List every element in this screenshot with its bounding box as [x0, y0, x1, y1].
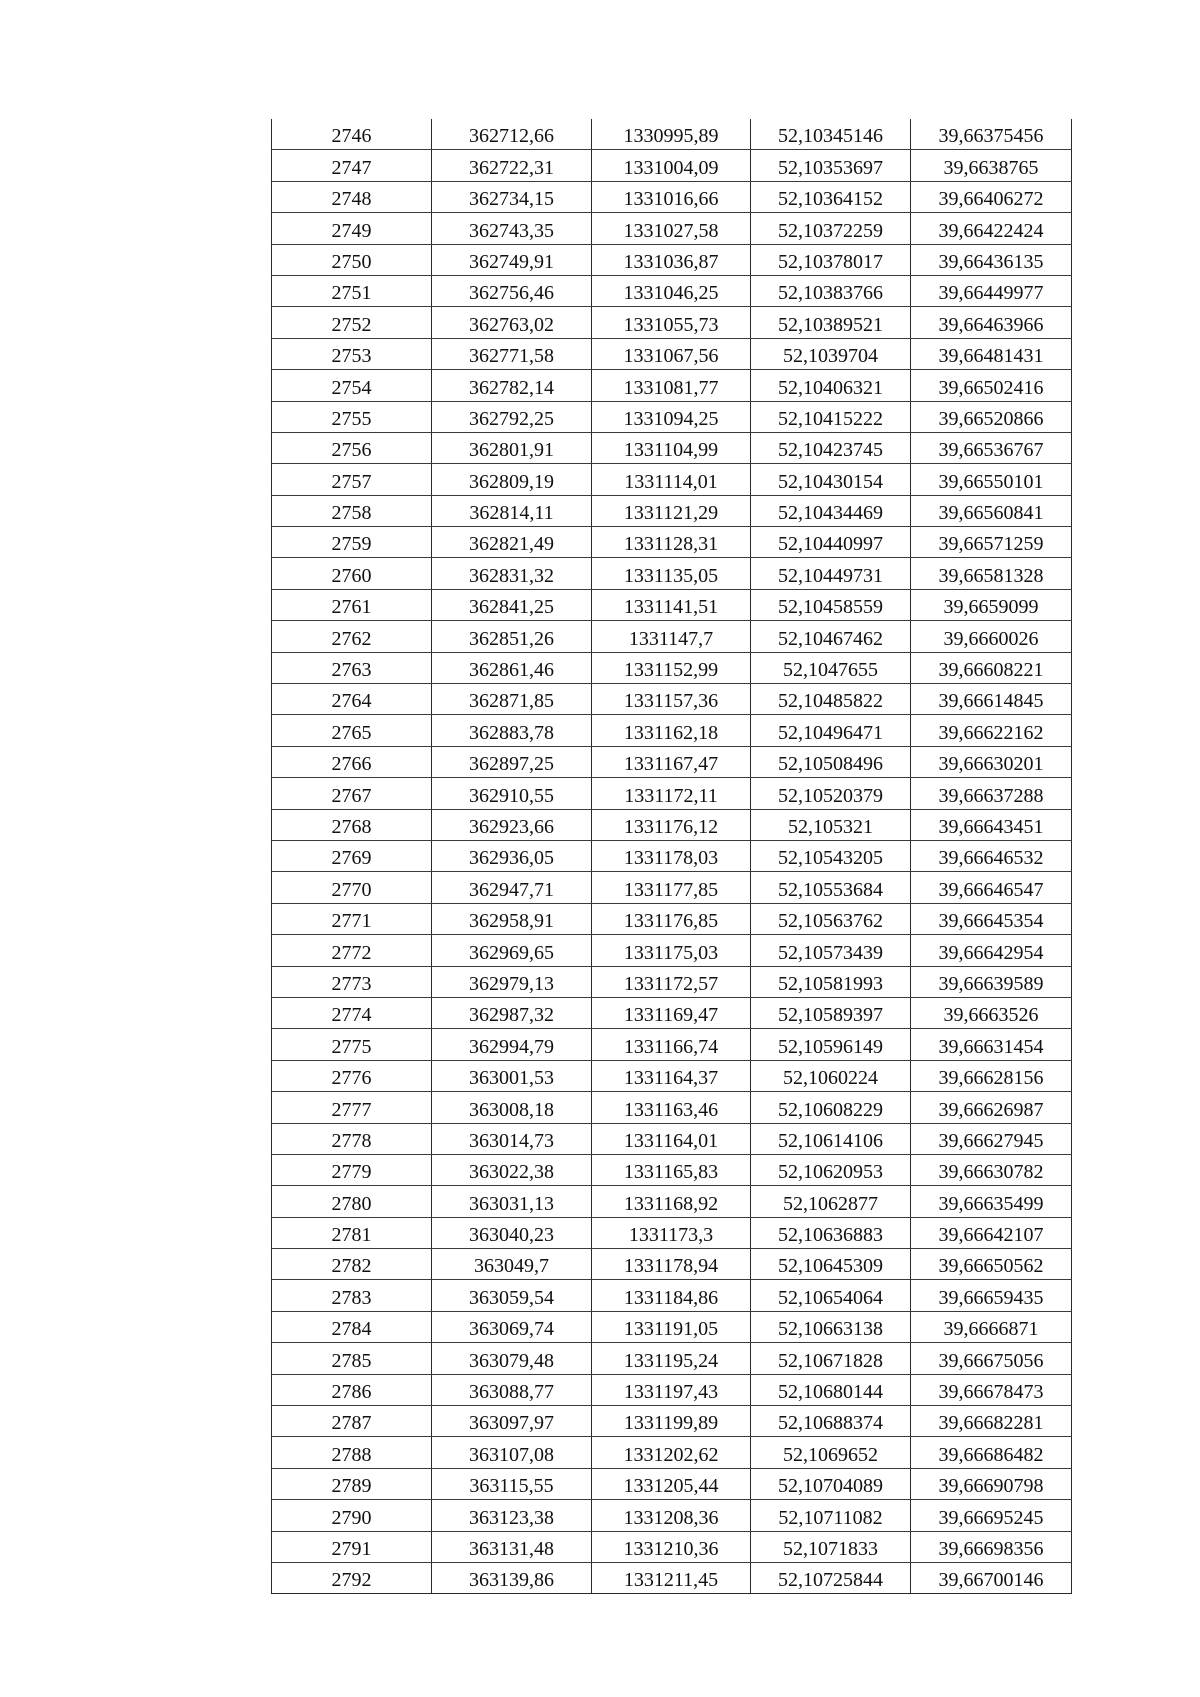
point-number-cell: 2765 [272, 715, 432, 746]
y-coordinate-cell: 1331164,37 [592, 1060, 751, 1091]
point-number-cell: 2771 [272, 903, 432, 934]
latitude-cell: 52,10725844 [751, 1562, 911, 1593]
y-coordinate-cell: 1330995,89 [592, 119, 751, 150]
x-coordinate-cell: 363131,48 [432, 1531, 592, 1562]
longitude-cell: 39,66642107 [911, 1217, 1072, 1248]
latitude-cell: 52,10520379 [751, 778, 911, 809]
x-coordinate-cell: 363022,38 [432, 1154, 592, 1185]
latitude-cell: 52,10378017 [751, 244, 911, 275]
x-coordinate-cell: 363088,77 [432, 1374, 592, 1405]
point-number-cell: 2763 [272, 652, 432, 683]
longitude-cell: 39,66406272 [911, 181, 1072, 212]
longitude-cell: 39,66643451 [911, 809, 1072, 840]
longitude-cell: 39,66614845 [911, 684, 1072, 715]
y-coordinate-cell: 1331152,99 [592, 652, 751, 683]
longitude-cell: 39,66520866 [911, 401, 1072, 432]
point-number-cell: 2780 [272, 1186, 432, 1217]
y-coordinate-cell: 1331104,99 [592, 432, 751, 463]
longitude-cell: 39,66650562 [911, 1249, 1072, 1280]
x-coordinate-cell: 363115,55 [432, 1468, 592, 1499]
latitude-cell: 52,10663138 [751, 1311, 911, 1342]
longitude-cell: 39,66646532 [911, 840, 1072, 871]
table-row [272, 1154, 1072, 1185]
point-number-cell: 2770 [272, 872, 432, 903]
point-number-cell: 2764 [272, 684, 432, 715]
longitude-cell: 39,66608221 [911, 652, 1072, 683]
table-row [272, 903, 1072, 934]
longitude-cell: 39,66700146 [911, 1562, 1072, 1593]
point-number-cell: 2787 [272, 1406, 432, 1437]
point-number-cell: 2755 [272, 401, 432, 432]
latitude-cell: 52,10440997 [751, 527, 911, 558]
x-coordinate-cell: 363097,97 [432, 1406, 592, 1437]
longitude-cell: 39,66645354 [911, 903, 1072, 934]
y-coordinate-cell: 1331166,74 [592, 1029, 751, 1060]
x-coordinate-cell: 362936,05 [432, 840, 592, 871]
latitude-cell: 52,10636883 [751, 1217, 911, 1248]
longitude-cell: 39,66686482 [911, 1437, 1072, 1468]
point-number-cell: 2786 [272, 1374, 432, 1405]
y-coordinate-cell: 1331172,11 [592, 778, 751, 809]
point-number-cell: 2769 [272, 840, 432, 871]
latitude-cell: 52,10434469 [751, 495, 911, 526]
table-row [272, 1092, 1072, 1123]
x-coordinate-cell: 362814,11 [432, 495, 592, 526]
y-coordinate-cell: 1331175,03 [592, 935, 751, 966]
table-row [272, 558, 1072, 589]
y-coordinate-cell: 1331202,62 [592, 1437, 751, 1468]
latitude-cell: 52,10383766 [751, 275, 911, 306]
x-coordinate-cell: 362809,19 [432, 464, 592, 495]
point-number-cell: 2751 [272, 275, 432, 306]
latitude-cell: 52,10389521 [751, 307, 911, 338]
table-row [272, 1437, 1072, 1468]
latitude-cell: 52,10467462 [751, 621, 911, 652]
table-row [272, 1311, 1072, 1342]
latitude-cell: 52,10508496 [751, 746, 911, 777]
latitude-cell: 52,10496471 [751, 715, 911, 746]
longitude-cell: 39,66630782 [911, 1154, 1072, 1185]
x-coordinate-cell: 362883,78 [432, 715, 592, 746]
table-row [272, 1406, 1072, 1437]
longitude-cell: 39,66571259 [911, 527, 1072, 558]
table-row [272, 119, 1072, 150]
table-row [272, 1531, 1072, 1562]
point-number-cell: 2753 [272, 338, 432, 369]
latitude-cell: 52,10485822 [751, 684, 911, 715]
x-coordinate-cell: 362792,25 [432, 401, 592, 432]
latitude-cell: 52,10553684 [751, 872, 911, 903]
table-row [272, 935, 1072, 966]
x-coordinate-cell: 362910,55 [432, 778, 592, 809]
longitude-cell: 39,66581328 [911, 558, 1072, 589]
x-coordinate-cell: 362801,91 [432, 432, 592, 463]
x-coordinate-cell: 362722,31 [432, 150, 592, 181]
x-coordinate-cell: 362969,65 [432, 935, 592, 966]
longitude-cell: 39,66436135 [911, 244, 1072, 275]
table-row [272, 1029, 1072, 1060]
table-row [272, 997, 1072, 1028]
latitude-cell: 52,10608229 [751, 1092, 911, 1123]
y-coordinate-cell: 1331164,01 [592, 1123, 751, 1154]
table-row [272, 1468, 1072, 1499]
table-row [272, 275, 1072, 306]
longitude-cell: 39,66642954 [911, 935, 1072, 966]
latitude-cell: 52,10406321 [751, 370, 911, 401]
longitude-cell: 39,66463966 [911, 307, 1072, 338]
y-coordinate-cell: 1331211,45 [592, 1562, 751, 1593]
latitude-cell: 52,10688374 [751, 1406, 911, 1437]
point-number-cell: 2767 [272, 778, 432, 809]
y-coordinate-cell: 1331163,46 [592, 1092, 751, 1123]
latitude-cell: 52,10645309 [751, 1249, 911, 1280]
y-coordinate-cell: 1331081,77 [592, 370, 751, 401]
longitude-cell: 39,66635499 [911, 1186, 1072, 1217]
longitude-cell: 39,66627945 [911, 1123, 1072, 1154]
y-coordinate-cell: 1331172,57 [592, 966, 751, 997]
point-number-cell: 2750 [272, 244, 432, 275]
longitude-cell: 39,66682281 [911, 1406, 1072, 1437]
latitude-cell: 52,1069652 [751, 1437, 911, 1468]
table-row [272, 684, 1072, 715]
longitude-cell: 39,66536767 [911, 432, 1072, 463]
longitude-cell: 39,66637288 [911, 778, 1072, 809]
x-coordinate-cell: 363031,13 [432, 1186, 592, 1217]
point-number-cell: 2759 [272, 527, 432, 558]
table-row [272, 150, 1072, 181]
latitude-cell: 52,10711082 [751, 1500, 911, 1531]
latitude-cell: 52,10364152 [751, 181, 911, 212]
point-number-cell: 2766 [272, 746, 432, 777]
latitude-cell: 52,10543205 [751, 840, 911, 871]
point-number-cell: 2788 [272, 1437, 432, 1468]
longitude-cell: 39,66550101 [911, 464, 1072, 495]
latitude-cell: 52,1060224 [751, 1060, 911, 1091]
longitude-cell: 39,66690798 [911, 1468, 1072, 1499]
table-row [272, 244, 1072, 275]
longitude-cell: 39,66502416 [911, 370, 1072, 401]
x-coordinate-cell: 362749,91 [432, 244, 592, 275]
longitude-cell: 39,66695245 [911, 1500, 1072, 1531]
x-coordinate-cell: 362851,26 [432, 621, 592, 652]
y-coordinate-cell: 1331157,36 [592, 684, 751, 715]
longitude-cell: 39,66639589 [911, 966, 1072, 997]
x-coordinate-cell: 362712,66 [432, 119, 592, 150]
x-coordinate-cell: 363069,74 [432, 1311, 592, 1342]
table-row [272, 778, 1072, 809]
point-number-cell: 2782 [272, 1249, 432, 1280]
x-coordinate-cell: 363107,08 [432, 1437, 592, 1468]
latitude-cell: 52,10372259 [751, 213, 911, 244]
y-coordinate-cell: 1331114,01 [592, 464, 751, 495]
y-coordinate-cell: 1331169,47 [592, 997, 751, 1028]
point-number-cell: 2790 [272, 1500, 432, 1531]
point-number-cell: 2785 [272, 1343, 432, 1374]
y-coordinate-cell: 1331177,85 [592, 872, 751, 903]
table-row [272, 307, 1072, 338]
table-row [272, 589, 1072, 620]
latitude-cell: 52,10573439 [751, 935, 911, 966]
x-coordinate-cell: 363123,38 [432, 1500, 592, 1531]
point-number-cell: 2749 [272, 213, 432, 244]
y-coordinate-cell: 1331195,24 [592, 1343, 751, 1374]
y-coordinate-cell: 1331178,03 [592, 840, 751, 871]
x-coordinate-cell: 363139,86 [432, 1562, 592, 1593]
table-row [272, 1500, 1072, 1531]
y-coordinate-cell: 1331027,58 [592, 213, 751, 244]
latitude-cell: 52,10430154 [751, 464, 911, 495]
x-coordinate-cell: 362771,58 [432, 338, 592, 369]
y-coordinate-cell: 1331046,25 [592, 275, 751, 306]
x-coordinate-cell: 363014,73 [432, 1123, 592, 1154]
y-coordinate-cell: 1331199,89 [592, 1406, 751, 1437]
table-row [272, 338, 1072, 369]
longitude-cell: 39,66422424 [911, 213, 1072, 244]
y-coordinate-cell: 1331210,36 [592, 1531, 751, 1562]
point-number-cell: 2756 [272, 432, 432, 463]
point-number-cell: 2776 [272, 1060, 432, 1091]
table-row [272, 621, 1072, 652]
point-number-cell: 2789 [272, 1468, 432, 1499]
y-coordinate-cell: 1331191,05 [592, 1311, 751, 1342]
longitude-cell: 39,66628156 [911, 1060, 1072, 1091]
y-coordinate-cell: 1331141,51 [592, 589, 751, 620]
latitude-cell: 52,10614106 [751, 1123, 911, 1154]
latitude-cell: 52,10345146 [751, 119, 911, 150]
latitude-cell: 52,10654064 [751, 1280, 911, 1311]
longitude-cell: 39,66560841 [911, 495, 1072, 526]
x-coordinate-cell: 363008,18 [432, 1092, 592, 1123]
latitude-cell: 52,10704089 [751, 1468, 911, 1499]
x-coordinate-cell: 362782,14 [432, 370, 592, 401]
table-row [272, 495, 1072, 526]
point-number-cell: 2752 [272, 307, 432, 338]
table-row [272, 432, 1072, 463]
point-number-cell: 2784 [272, 1311, 432, 1342]
point-number-cell: 2781 [272, 1217, 432, 1248]
table-row [272, 1343, 1072, 1374]
point-number-cell: 2773 [272, 966, 432, 997]
y-coordinate-cell: 1331168,92 [592, 1186, 751, 1217]
point-number-cell: 2783 [272, 1280, 432, 1311]
point-number-cell: 2747 [272, 150, 432, 181]
latitude-cell: 52,1062877 [751, 1186, 911, 1217]
longitude-cell: 39,66675056 [911, 1343, 1072, 1374]
table-row [272, 1374, 1072, 1405]
longitude-cell: 39,66698356 [911, 1531, 1072, 1562]
latitude-cell: 52,10671828 [751, 1343, 911, 1374]
y-coordinate-cell: 1331036,87 [592, 244, 751, 275]
longitude-cell: 39,66646547 [911, 872, 1072, 903]
y-coordinate-cell: 1331055,73 [592, 307, 751, 338]
y-coordinate-cell: 1331162,18 [592, 715, 751, 746]
latitude-cell: 52,1047655 [751, 652, 911, 683]
x-coordinate-cell: 362831,32 [432, 558, 592, 589]
point-number-cell: 2761 [272, 589, 432, 620]
y-coordinate-cell: 1331173,3 [592, 1217, 751, 1248]
y-coordinate-cell: 1331184,86 [592, 1280, 751, 1311]
coordinates-table [271, 119, 1072, 1594]
point-number-cell: 2774 [272, 997, 432, 1028]
x-coordinate-cell: 362756,46 [432, 275, 592, 306]
table-row [272, 527, 1072, 558]
longitude-cell: 39,6638765 [911, 150, 1072, 181]
x-coordinate-cell: 362821,49 [432, 527, 592, 558]
longitude-cell: 39,66375456 [911, 119, 1072, 150]
table-row [272, 370, 1072, 401]
latitude-cell: 52,10415222 [751, 401, 911, 432]
longitude-cell: 39,6666871 [911, 1311, 1072, 1342]
longitude-cell: 39,6663526 [911, 997, 1072, 1028]
y-coordinate-cell: 1331016,66 [592, 181, 751, 212]
y-coordinate-cell: 1331094,25 [592, 401, 751, 432]
latitude-cell: 52,10423745 [751, 432, 911, 463]
y-coordinate-cell: 1331128,31 [592, 527, 751, 558]
table-row [272, 1280, 1072, 1311]
point-number-cell: 2748 [272, 181, 432, 212]
point-number-cell: 2762 [272, 621, 432, 652]
table-row [272, 652, 1072, 683]
table-row [272, 809, 1072, 840]
y-coordinate-cell: 1331004,09 [592, 150, 751, 181]
point-number-cell: 2754 [272, 370, 432, 401]
point-number-cell: 2779 [272, 1154, 432, 1185]
table-row [272, 746, 1072, 777]
point-number-cell: 2775 [272, 1029, 432, 1060]
x-coordinate-cell: 362763,02 [432, 307, 592, 338]
y-coordinate-cell: 1331147,7 [592, 621, 751, 652]
point-number-cell: 2777 [272, 1092, 432, 1123]
table-row [272, 840, 1072, 871]
point-number-cell: 2791 [272, 1531, 432, 1562]
coordinates-table-body [272, 119, 1072, 1594]
point-number-cell: 2772 [272, 935, 432, 966]
y-coordinate-cell: 1331197,43 [592, 1374, 751, 1405]
x-coordinate-cell: 362897,25 [432, 746, 592, 777]
latitude-cell: 52,10596149 [751, 1029, 911, 1060]
x-coordinate-cell: 363079,48 [432, 1343, 592, 1374]
x-coordinate-cell: 362743,35 [432, 213, 592, 244]
latitude-cell: 52,10620953 [751, 1154, 911, 1185]
x-coordinate-cell: 362947,71 [432, 872, 592, 903]
latitude-cell: 52,10449731 [751, 558, 911, 589]
table-row [272, 872, 1072, 903]
x-coordinate-cell: 362861,46 [432, 652, 592, 683]
table-row [272, 1123, 1072, 1154]
x-coordinate-cell: 362734,15 [432, 181, 592, 212]
x-coordinate-cell: 362958,91 [432, 903, 592, 934]
table-row [272, 1562, 1072, 1593]
point-number-cell: 2778 [272, 1123, 432, 1154]
point-number-cell: 2760 [272, 558, 432, 589]
point-number-cell: 2757 [272, 464, 432, 495]
latitude-cell: 52,10581993 [751, 966, 911, 997]
point-number-cell: 2792 [272, 1562, 432, 1593]
point-number-cell: 2758 [272, 495, 432, 526]
longitude-cell: 39,66626987 [911, 1092, 1072, 1123]
latitude-cell: 52,1039704 [751, 338, 911, 369]
table-row [272, 1060, 1072, 1091]
x-coordinate-cell: 363001,53 [432, 1060, 592, 1091]
y-coordinate-cell: 1331176,12 [592, 809, 751, 840]
longitude-cell: 39,66622162 [911, 715, 1072, 746]
x-coordinate-cell: 363049,7 [432, 1249, 592, 1280]
x-coordinate-cell: 362987,32 [432, 997, 592, 1028]
y-coordinate-cell: 1331121,29 [592, 495, 751, 526]
x-coordinate-cell: 362979,13 [432, 966, 592, 997]
longitude-cell: 39,66659435 [911, 1280, 1072, 1311]
latitude-cell: 52,10353697 [751, 150, 911, 181]
table-row [272, 1217, 1072, 1248]
x-coordinate-cell: 362994,79 [432, 1029, 592, 1060]
x-coordinate-cell: 362871,85 [432, 684, 592, 715]
latitude-cell: 52,10458559 [751, 589, 911, 620]
y-coordinate-cell: 1331167,47 [592, 746, 751, 777]
longitude-cell: 39,66449977 [911, 275, 1072, 306]
x-coordinate-cell: 363059,54 [432, 1280, 592, 1311]
longitude-cell: 39,6660026 [911, 621, 1072, 652]
table-row [272, 213, 1072, 244]
x-coordinate-cell: 362841,25 [432, 589, 592, 620]
latitude-cell: 52,10680144 [751, 1374, 911, 1405]
table-row [272, 715, 1072, 746]
y-coordinate-cell: 1331165,83 [592, 1154, 751, 1185]
longitude-cell: 39,66678473 [911, 1374, 1072, 1405]
longitude-cell: 39,66631454 [911, 1029, 1072, 1060]
latitude-cell: 52,105321 [751, 809, 911, 840]
point-number-cell: 2746 [272, 119, 432, 150]
point-number-cell: 2768 [272, 809, 432, 840]
x-coordinate-cell: 362923,66 [432, 809, 592, 840]
latitude-cell: 52,10589397 [751, 997, 911, 1028]
table-row [272, 1249, 1072, 1280]
y-coordinate-cell: 1331208,36 [592, 1500, 751, 1531]
x-coordinate-cell: 363040,23 [432, 1217, 592, 1248]
y-coordinate-cell: 1331205,44 [592, 1468, 751, 1499]
y-coordinate-cell: 1331178,94 [592, 1249, 751, 1280]
table-row [272, 401, 1072, 432]
y-coordinate-cell: 1331135,05 [592, 558, 751, 589]
longitude-cell: 39,66630201 [911, 746, 1072, 777]
longitude-cell: 39,66481431 [911, 338, 1072, 369]
table-row [272, 464, 1072, 495]
latitude-cell: 52,1071833 [751, 1531, 911, 1562]
table-row [272, 1186, 1072, 1217]
y-coordinate-cell: 1331176,85 [592, 903, 751, 934]
latitude-cell: 52,10563762 [751, 903, 911, 934]
longitude-cell: 39,6659099 [911, 589, 1072, 620]
table-row [272, 181, 1072, 212]
table-row [272, 966, 1072, 997]
y-coordinate-cell: 1331067,56 [592, 338, 751, 369]
